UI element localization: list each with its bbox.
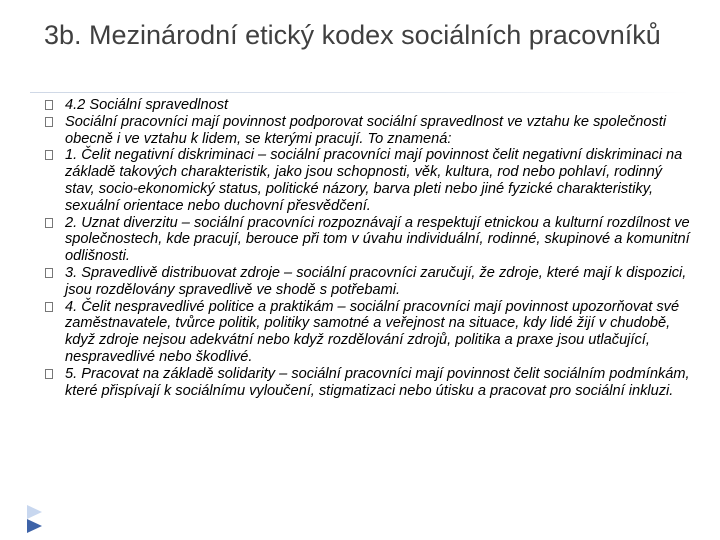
square-bullet-icon xyxy=(45,218,53,228)
square-bullet-icon xyxy=(45,268,53,278)
bullet-text: 2. Uznat diverzitu – sociální pracovníci rozpoznávají a respektují etnickou a kulturní rozdílnost ve společnostech, kde pracují, berouce při tom v úvahu individuální, rodinné, skupinové a komunitní odlišnosti. xyxy=(65,214,690,265)
bullet-text: 3. Spravedlivě distribuovat zdroje – sociální pracovníci zaručují, že zdroje, které mají k dispozici, jsou rozdělovány spravedlivě ve shodě s potřebami. xyxy=(65,264,687,298)
corner-decoration xyxy=(0,500,60,540)
bullet-item xyxy=(45,97,695,114)
bullet-item xyxy=(45,299,695,366)
bullet-list xyxy=(45,97,695,399)
bullet-text: Sociální pracovníci mají povinnost podporovat sociální spravedlnost ve vztahu ke společnosti obecně i ve vztahu k lidem, se kterými pracují. To znamená: xyxy=(65,113,667,147)
bullet-text: 5. Pracovat na základě solidarity – sociální pracovníci mají povinnost čelit sociálním podmínkám, které přispívají k sociálnímu vyloučení, stigmatizaci nebo útisku a pracovat pro sociální inkluzi. xyxy=(65,365,690,399)
bullet-item xyxy=(45,147,695,214)
slide-title: 3b. Mezinárodní etický kodex sociálních pracovníků xyxy=(44,20,661,50)
title-divider xyxy=(30,92,690,93)
bullet-text: 1. Čelit negativní diskriminaci – sociální pracovníci mají povinnost čelit negativní diskriminaci na základě takových charakteristik, jako jsou schopnosti, věk, kultura, rod nebo pohlaví, rodinný stav, socio-ekonomický status, politické názory, barva pleti nebo jiné fyzické charakteristiky, sexuální orientace nebo duchovní přesvědčení. xyxy=(65,147,683,214)
square-bullet-icon xyxy=(45,150,53,160)
square-bullet-icon xyxy=(45,100,53,110)
corner-triangle-light xyxy=(27,505,42,519)
bullet-item xyxy=(45,215,695,265)
square-bullet-icon xyxy=(45,302,53,312)
bullet-item xyxy=(45,265,695,299)
bullet-item xyxy=(45,366,695,400)
bullet-text: 4.2 Sociální spravedlnost xyxy=(65,97,229,113)
bullet-text: 4. Čelit nespravedlivé politice a praktikám – sociální pracovníci mají povinnost upozorňovat své zaměstnavatele, tvůrce politik, politiky samotné a veřejnost na situace, kdy lidé žijí v chudobě, když zdroje nejsou adekvátní nebo když rozdělování zdrojů, politika a praxe jsou utlačující, nespravedlivé nebo škodlivé. xyxy=(65,298,680,365)
bullet-item xyxy=(45,114,695,148)
square-bullet-icon xyxy=(45,369,53,379)
corner-triangle-dark xyxy=(27,519,42,533)
square-bullet-icon xyxy=(45,117,53,127)
